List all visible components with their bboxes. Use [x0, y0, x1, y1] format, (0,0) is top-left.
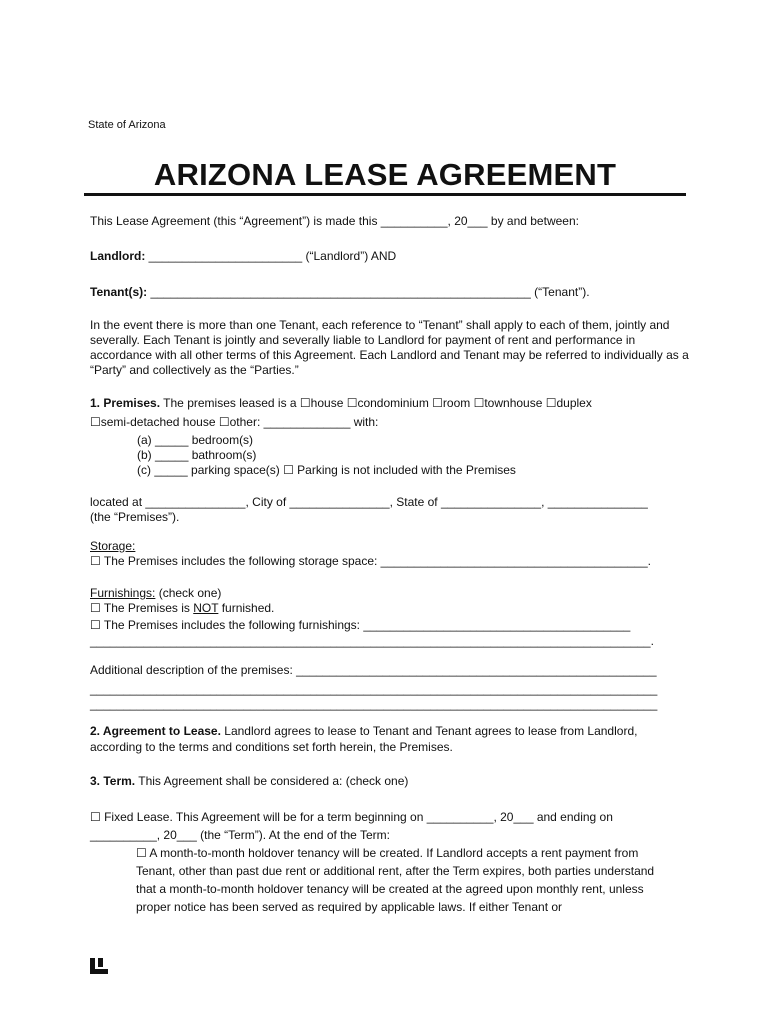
premises-definition: (the “Premises”).	[90, 510, 180, 524]
premises-location: located at _______________, City of _______________, State of _______________, _______________	[90, 495, 648, 509]
landlord-line	[90, 249, 396, 264]
additional-description: Additional description of the premises: ______________________________________________________	[90, 663, 657, 677]
furnishings-heading: Furnishings:	[90, 586, 156, 600]
holdover-paragraph: ☐ A month-to-month holdover tenancy will be created. If Landlord accepts a rent payment from Tenant, other than past due rent or additional rent, after the Term expires, both parties understand that a month-to-month holdover tenancy will be created at the agreed upon monthly rent, unless proper notice has been served as required by applicable laws. If either Tenant or	[136, 846, 655, 914]
term-text: This Agreement shall be considered a: (check one)	[135, 774, 409, 788]
furnishings-option-includes: ☐ The Premises includes the following furnishings: ________________________________________	[90, 618, 631, 632]
agreement-heading: 2. Agreement to Lease.	[90, 724, 221, 738]
storage-line: ☐ The Premises includes the following storage space: ________________________________________.	[90, 554, 651, 568]
furnishings-heading-line	[90, 586, 221, 601]
furnishings-option-suffix: furnished.	[218, 601, 275, 615]
agreement-paragraph	[90, 723, 690, 755]
premises-line-2: ☐semi-detached house ☐other: _____________ with:	[90, 415, 379, 429]
tenant-text: _________________________________________________________ (“Tenant”).	[147, 285, 590, 299]
fixed-lease-line-2: __________, 20___ (the “Term”). At the end of the Term:	[90, 828, 390, 842]
furnishings-option-not-furnished	[90, 601, 274, 616]
furnishings-not-emphasis: NOT	[193, 601, 219, 615]
term-heading: 3. Term.	[90, 774, 136, 788]
landlord-text: _______________________ (“Landlord”) AND	[145, 249, 397, 263]
agreement-text: Landlord agrees to lease to Tenant and Tenant agrees to lease from Landlord, according to the terms and conditions set forth herein, the Premises.	[90, 724, 638, 754]
state-label: State of Arizona	[88, 119, 166, 131]
multi-tenant-paragraph: In the event there is more than one Tenant, each reference to “Tenant” shall apply to each of them, jointly and severally. Each Tenant is jointly and severally liable to Landlord for payment of rent and performance in accordance with all other terms of this Agreement. Each Landlord and Tenant may be referred to individually as a “Party” and collectively as the “Parties.”	[90, 318, 689, 377]
premises-types: The premises leased is a ☐house ☐condominium ☐room ☐townhouse ☐duplex	[160, 396, 592, 410]
tenant-line	[90, 285, 590, 300]
storage-heading: Storage:	[90, 539, 136, 553]
fixed-lease-line-1: ☐ Fixed Lease. This Agreement will be for a term beginning on __________, 20___ and ending on	[90, 810, 613, 824]
term-line	[90, 774, 408, 789]
furnishings-note: (check one)	[155, 586, 222, 600]
furnishings-continuation: ____________________________________________________________________________________.	[90, 634, 654, 648]
additional-line-2: _____________________________________________________________________________________	[90, 682, 658, 696]
premises-heading: 1. Premises.	[90, 396, 161, 410]
intro-line: This Lease Agreement (this “Agreement”) is made this __________, 20___ by and between:	[90, 214, 579, 228]
tenant-label: Tenant(s):	[90, 285, 148, 299]
furnishings-option-text: ☐ The Premises is	[90, 601, 194, 615]
document-title: ARIZONA LEASE AGREEMENT	[153, 157, 617, 192]
premises-line-1	[90, 396, 592, 411]
landlord-label: Landlord:	[90, 249, 146, 263]
premises-item-bathrooms: (b) _____ bathroom(s)	[137, 448, 257, 462]
premises-item-parking: (c) _____ parking space(s) ☐ Parking is not included with the Premises	[137, 463, 516, 477]
additional-line-3: _____________________________________________________________________________________	[90, 697, 658, 711]
legal-templates-logo-icon	[88, 957, 110, 975]
premises-item-bedrooms: (a) _____ bedroom(s)	[137, 433, 254, 447]
title-underline	[84, 193, 686, 196]
